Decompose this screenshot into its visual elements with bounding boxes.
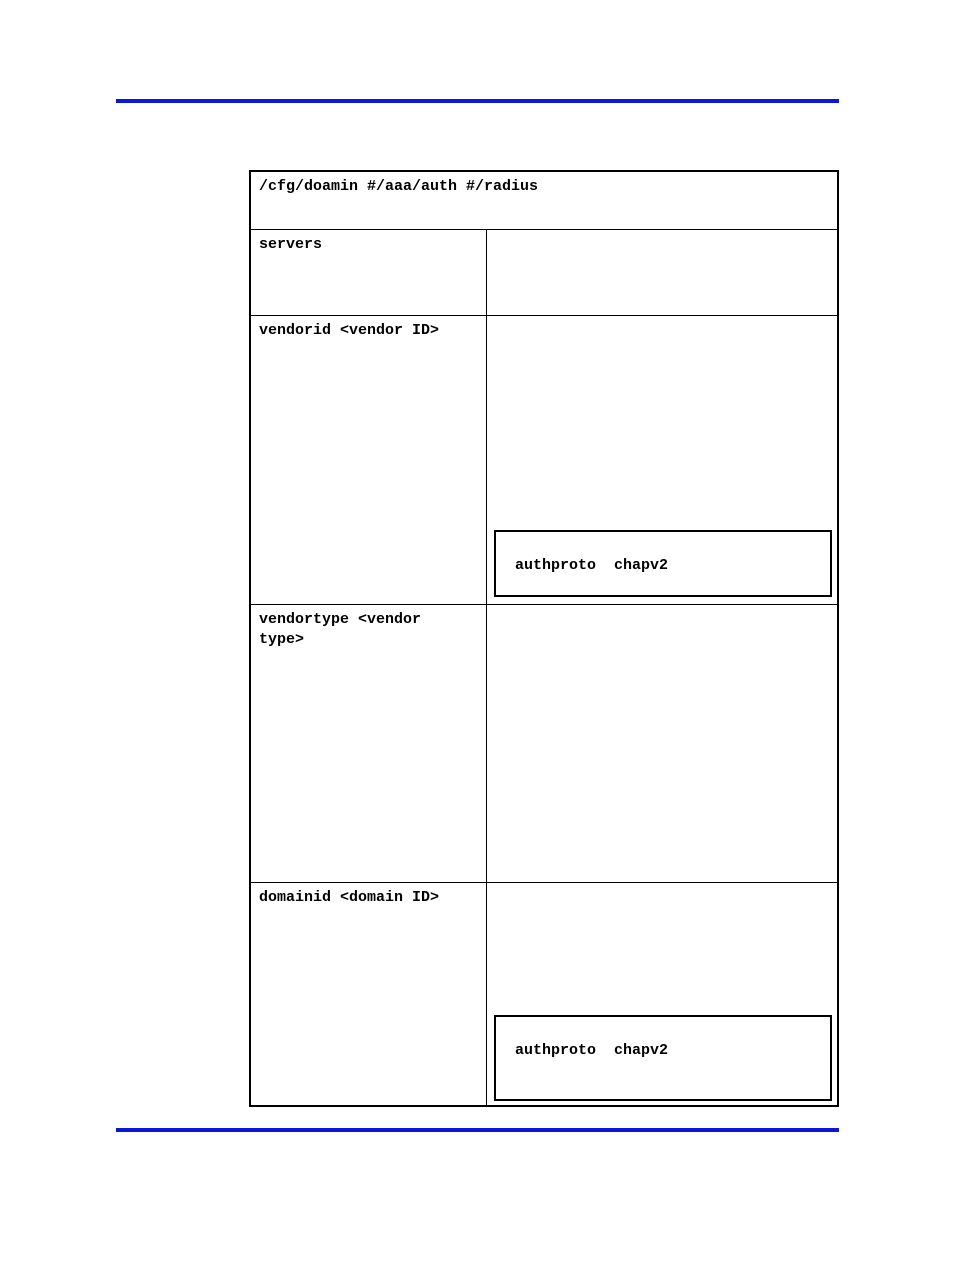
command-cell (251, 316, 487, 604)
example-command: authproto chapv2 (515, 557, 669, 574)
footer-rule (116, 1128, 839, 1132)
command-cell (251, 230, 487, 315)
description-cell (487, 883, 837, 1105)
command-name: servers (259, 236, 323, 253)
example-box (494, 530, 832, 597)
description-cell (487, 230, 837, 315)
description-cell (487, 605, 837, 882)
command-name: domainid <domain ID> (259, 889, 440, 906)
table-row (251, 230, 837, 316)
command-path: /cfg/doamin #/aaa/auth #/radius (259, 178, 539, 195)
example-command: authproto chapv2 (515, 1042, 669, 1059)
example-box (494, 1015, 832, 1101)
header-rule (116, 99, 839, 103)
command-cell (251, 883, 487, 1105)
command-name: vendorid <vendor ID> (259, 322, 440, 339)
command-table (249, 170, 839, 1107)
table-row (251, 883, 837, 1105)
command-name: vendortype <vendor type> (259, 611, 431, 648)
table-row (251, 605, 837, 883)
table-header-row (251, 172, 837, 230)
command-cell (251, 605, 487, 882)
table-row (251, 316, 837, 605)
description-cell (487, 316, 837, 604)
